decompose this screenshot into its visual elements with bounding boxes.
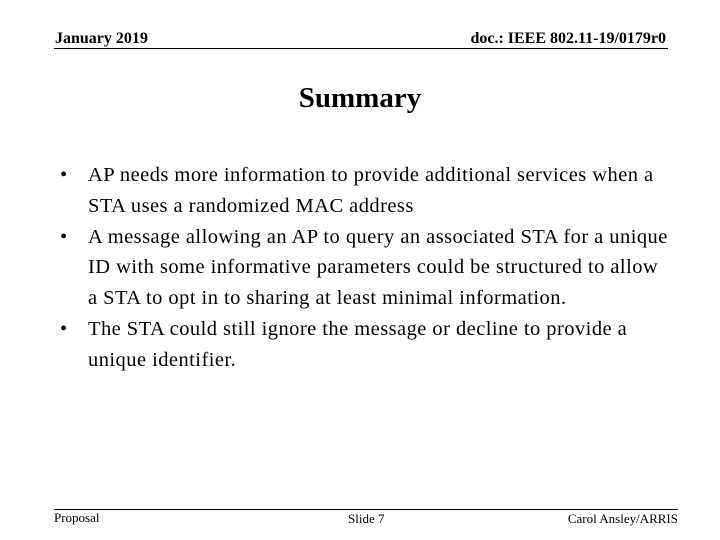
header-date: January 2019 [55,30,148,47]
header-divider [54,48,668,49]
bullet-list [60,160,670,376]
bullet-item [60,160,670,222]
footer-label: Proposal [54,510,100,525]
bullet-text: A message allowing an AP to query an associated STA for a unique ID with some informative parameters could be structured to allow a STA to opt in to sharing at least minimal information. [88,225,668,310]
bullet-text: The STA could still ignore the message or decline to provide a unique identifier. [88,317,628,371]
slide-number: Slide 7 [348,511,385,526]
header-doc-id: doc.: IEEE 802.11-19/0179r0 [470,30,666,47]
bullet-item [60,222,670,314]
bullet-icon: • [60,225,68,248]
slide-title: Summary [298,82,422,114]
bullet-icon: • [60,164,68,186]
bullet-item [60,314,670,376]
footer-author: Carol Ansley/ARRIS [567,511,678,526]
bullet-text: AP needs more information to provide additional services when a STA uses a randomized MAC address [88,164,654,217]
footer-divider [54,509,678,510]
bullet-icon: • [60,317,68,340]
